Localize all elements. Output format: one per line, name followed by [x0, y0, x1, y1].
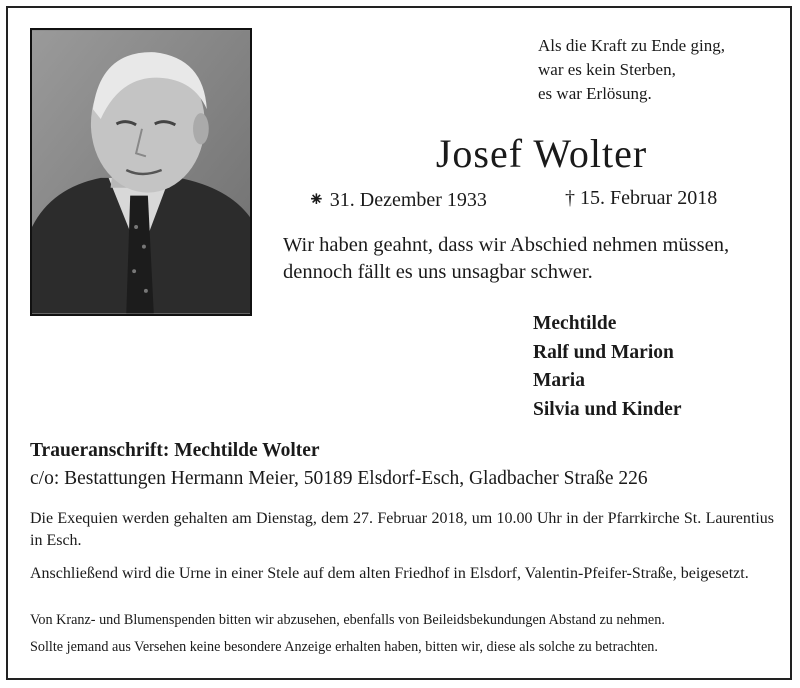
- mourner: Mechtilde: [533, 313, 617, 334]
- poem-line: war es kein Sterben,: [538, 60, 676, 79]
- mourning-address-title: Traueranschrift: Mechtilde Wolter: [30, 440, 320, 461]
- mourner: Maria: [533, 370, 585, 391]
- deceased-name: Josef Wolter: [435, 131, 648, 176]
- funeral-service-text: Die Exequien werden gehalten am Dienstag, dem 27. Februar 2018, um 10.00 Uhr in der Pfarrkirche St. Laurentius in Esch.: [30, 510, 774, 549]
- poem-line: es war Erlösung.: [538, 84, 652, 103]
- mourner: Ralf und Marion: [533, 341, 674, 363]
- mourning-address-line: c/o: Bestattungen Hermann Meier, 50189 Elsdorf-Esch, Gladbacher Straße 226: [30, 468, 648, 489]
- quote-line: Wir haben geahnt, dass wir Abschied nehmen müssen,: [283, 234, 730, 256]
- birth-date: ⁕ 31. Dezember 1933: [308, 189, 487, 211]
- announcement-note: Sollte jemand aus Versehen keine besondere Anzeige erhalten haben, bitten wir, diese als solche zu betrachten.: [30, 639, 658, 655]
- burial-text: Anschließend wird die Urne in einer Stele auf dem alten Friedhof in Elsdorf, Valentin-Pfeifer-Straße, beigesetzt.: [30, 565, 749, 582]
- mourners-list: [533, 310, 681, 424]
- poem-line: Als die Kraft zu Ende ging,: [538, 36, 725, 55]
- mourner: Silvia und Kinder: [533, 398, 682, 420]
- quote: [283, 232, 729, 286]
- poem: [538, 34, 725, 106]
- death-date: † 15. Februar 2018: [565, 187, 718, 209]
- flowers-note: Von Kranz- und Blumenspenden bitten wir abzusehen, ebenfalls von Beileidsbekundungen Abstand zu nehmen.: [30, 612, 665, 628]
- quote-line: dennoch fällt es uns unsagbar schwer.: [283, 261, 593, 283]
